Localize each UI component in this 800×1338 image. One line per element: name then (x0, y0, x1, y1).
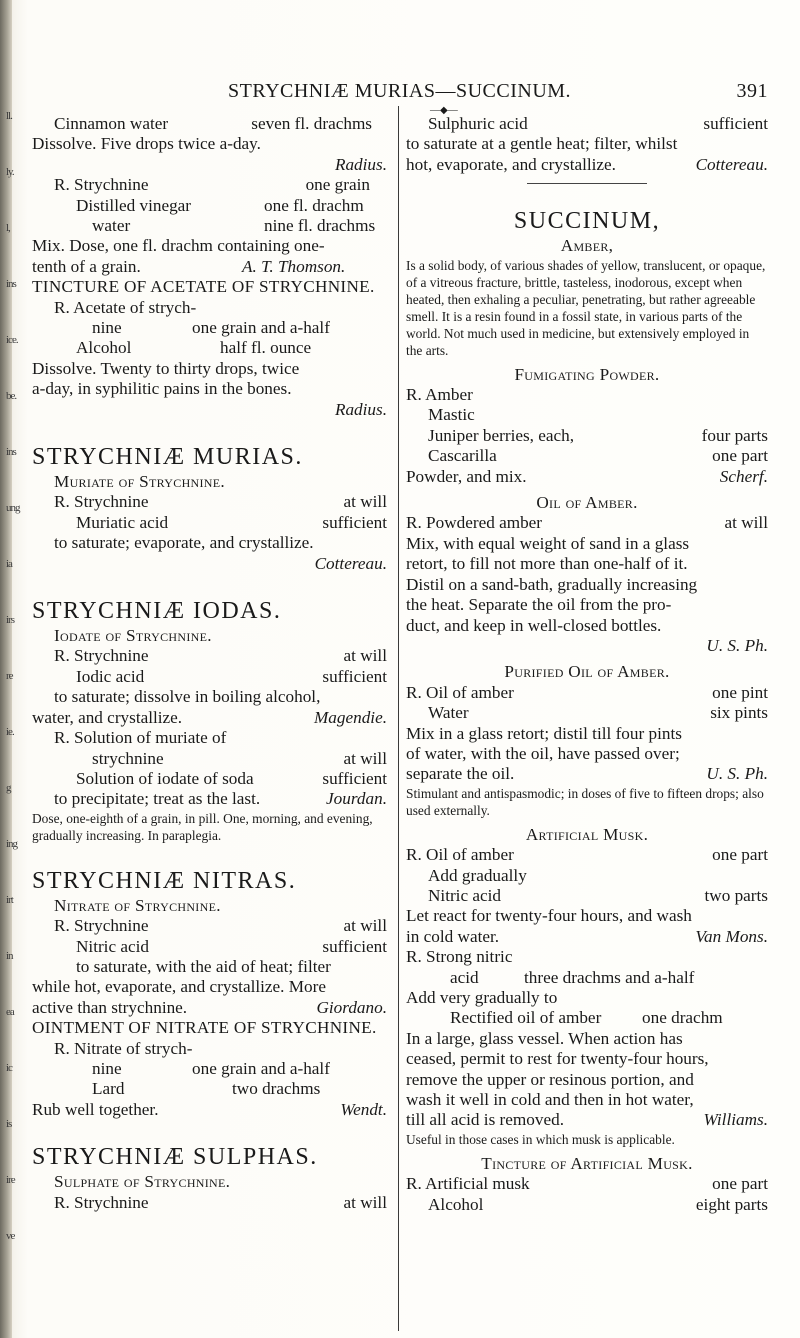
text-line (406, 554, 768, 574)
line-right: sufficient (322, 768, 387, 788)
text-line (32, 789, 387, 809)
text-line (406, 575, 768, 595)
text-line (32, 175, 387, 195)
line-text: Mix, with equal weight of sand in a glass (406, 533, 690, 553)
section-subheading: Amber, (560, 236, 614, 256)
line-text: a-day, in syphilitic pains in the bones. (32, 379, 292, 399)
text-line (32, 769, 387, 789)
line-text: in cold water. (406, 926, 500, 946)
line-right: Jourdan. (326, 789, 387, 809)
line-right: eight parts (695, 1194, 768, 1214)
line-quantity: one grain and a-half (192, 1058, 330, 1078)
line-text: of water, with the oil, have passed over; (406, 743, 680, 763)
text-line (32, 1079, 387, 1099)
line-right: at will (343, 646, 387, 666)
line-text: Mix. Dose, one fl. drachm containing one- (32, 236, 325, 256)
section-subheading: Iodate of Strychnine. (54, 626, 212, 646)
text-line (406, 968, 768, 988)
text-line (406, 446, 768, 466)
line-text: Cinnamon water (54, 114, 169, 133)
text-line (406, 866, 768, 886)
line-text: wash it well in cold and then in hot water, (406, 1090, 694, 1110)
text-line (406, 595, 768, 615)
line-right: one pint (712, 682, 768, 702)
line-right: two parts (704, 885, 768, 905)
line-quantity: half fl. ounce (220, 338, 312, 358)
line-right: Wendt. (340, 1099, 387, 1119)
text-line (32, 937, 387, 957)
margin-fragment: ire (6, 1174, 15, 1186)
line-text: Add gradually (428, 865, 527, 885)
line-text: R. Powdered amber (406, 513, 543, 533)
text-line (32, 134, 387, 154)
line-text: Dissolve. Five drops twice a-day. (32, 134, 261, 154)
line-text: R. Strychnine (54, 1192, 149, 1212)
text-line (32, 667, 387, 687)
line-text: separate the oil. (406, 764, 515, 784)
right-column (406, 114, 768, 1215)
text-line (32, 338, 387, 358)
line-right: sufficient (322, 666, 387, 686)
line-text: Alcohol (76, 338, 132, 358)
line-text: R. Strychnine (54, 916, 149, 936)
line-text: In a large, glass vessel. When action has (406, 1028, 683, 1048)
line-right: sufficient (703, 114, 768, 133)
column-divider (398, 106, 399, 1331)
line-text: R. Strychnine (54, 492, 149, 512)
line-text: to saturate; evaporate, and crystallize. (54, 533, 314, 553)
cropped-margin-text (6, 100, 32, 1330)
line-text: Muriatic acid (76, 512, 169, 532)
line-right: Williams. (703, 1110, 768, 1130)
line-right: Radius. (334, 154, 387, 174)
line-quantity: A. T. Thomson. (242, 256, 346, 276)
line-right: Cottereau. (695, 154, 768, 174)
line-quantity: one drachm (642, 1008, 723, 1028)
text-line (32, 957, 387, 977)
text-line (406, 426, 768, 446)
margin-fragment: ie. (6, 726, 14, 738)
text-line (406, 1049, 768, 1069)
text-line (406, 703, 768, 723)
text-line (32, 1100, 387, 1120)
text-line (406, 1029, 768, 1049)
line-text: Solution of iodate of soda (76, 768, 254, 788)
running-header (228, 80, 768, 108)
text-line (32, 1193, 387, 1213)
margin-fragment: ins (6, 446, 16, 458)
text-line (406, 683, 768, 703)
margin-fragment: ing (6, 838, 18, 850)
margin-fragment: ins (6, 278, 16, 290)
text-line (32, 708, 387, 728)
line-quantity: three drachms and a-half (524, 967, 695, 987)
text-line (406, 513, 768, 533)
line-right: one grain (305, 175, 370, 195)
line-right: U. S. Ph. (706, 635, 768, 655)
section-subheading: Nitrate of Strychnine. (54, 895, 221, 915)
recipe-title: Artificial Musk. (525, 824, 649, 844)
line-text: R. Oil of amber (406, 845, 514, 865)
text-line (406, 616, 768, 636)
line-quantity: two drachms (232, 1079, 321, 1099)
line-text: Water (428, 703, 469, 723)
text-line (406, 927, 768, 947)
section-heading: STRYCHNIÆ NITRAS. (32, 867, 297, 894)
recipe-title: Tincture of Artificial Musk. (481, 1153, 693, 1173)
line-text: OINTMENT OF NITRATE OF STRYCHNINE. (32, 1018, 377, 1038)
line-text: to saturate at a gentle heat; filter, whilst (406, 134, 678, 154)
usage-note: Stimulant and antispasmodic; in doses of five to fifteen drops; also used externally. (406, 785, 764, 818)
margin-fragment: be. (6, 390, 17, 402)
text-line (406, 1090, 768, 1110)
line-text: R. Strychnine (54, 175, 149, 195)
header-title: STRYCHNIÆ MURIAS—SUCCINUM. (228, 80, 572, 102)
recipe-title: Oil of Amber. (536, 493, 638, 513)
line-text: Mix in a glass retort; distil till four pints (406, 723, 682, 743)
line-right: six pints (710, 703, 768, 723)
text-line (406, 906, 768, 926)
line-text: Distilled vinegar (76, 195, 192, 215)
line-text: strychnine (92, 748, 164, 768)
text-line (32, 533, 387, 553)
line-text: till all acid is removed. (406, 1110, 564, 1130)
text-line (406, 467, 768, 487)
text-line (406, 1110, 768, 1130)
line-text: R. Artificial musk (406, 1174, 530, 1194)
text-line (32, 318, 387, 338)
line-text: Rub well together. (32, 1099, 159, 1119)
text-line (406, 724, 768, 744)
text-line (406, 1174, 768, 1194)
line-quantity: one grain and a-half (192, 318, 330, 338)
line-text: acid (450, 967, 479, 987)
line-text: R. Solution of muriate of (54, 728, 227, 748)
line-text: water, and crystallize. (32, 707, 183, 727)
line-text: while hot, evaporate, and crystallize. More (32, 977, 326, 997)
section-rule (527, 183, 647, 184)
margin-fragment: ic (6, 1062, 12, 1074)
line-text: remove the upper or resinous portion, and (406, 1069, 694, 1089)
line-right: at will (343, 916, 387, 936)
line-text: ceased, permit to rest for twenty-four hours, (406, 1049, 709, 1069)
text-line (32, 513, 387, 533)
text-line (406, 385, 768, 405)
section-heading: STRYCHNIÆ IODAS. (32, 598, 282, 625)
line-text: R. Strychnine (54, 646, 149, 666)
line-right: one part (712, 845, 768, 865)
text-line (32, 298, 387, 318)
line-right: Scherf. (719, 466, 768, 486)
line-text: R. Acetate of strych- (54, 297, 197, 317)
text-line (32, 155, 387, 175)
dosage-note: Dose, one-eighth of a grain, in pill. One, morning, and evening, gradually increasing. In paraplegia. (32, 810, 373, 843)
text-line (32, 646, 387, 666)
text-line (32, 977, 387, 997)
line-text: Rectified oil of amber (450, 1008, 602, 1028)
line-text: retort, to fill not more than one-half of it. (406, 554, 688, 574)
line-text: Juniper berries, each, (428, 425, 575, 445)
line-right: one part (712, 446, 768, 466)
line-text: to precipitate; treat as the last. (54, 789, 261, 809)
margin-fragment: irs (6, 614, 14, 626)
margin-fragment: ung (6, 502, 20, 514)
text-line (406, 534, 768, 554)
line-text: tenth of a grain. (32, 256, 141, 276)
line-right: sufficient (322, 512, 387, 532)
section-heading: SUCCINUM, (513, 208, 661, 235)
text-line (32, 492, 387, 512)
text-line (32, 359, 387, 379)
section-subheading: Sulphate of Strychnine. (54, 1172, 231, 1192)
line-right: U. S. Ph. (706, 764, 768, 784)
line-text: water (92, 216, 131, 236)
text-line (32, 728, 387, 748)
line-text: Add very gradually to (406, 987, 558, 1007)
line-right: Giordano. (316, 997, 387, 1017)
section-subheading: Muriate of Strychnine. (54, 472, 225, 492)
text-line (406, 845, 768, 865)
margin-fragment: ea (6, 1006, 14, 1018)
line-right: sufficient (322, 936, 387, 956)
line-text: duct, and keep in well-closed bottles. (406, 615, 662, 635)
recipe-title: Fumigating Powder. (514, 364, 660, 384)
line-text: R. Amber (406, 385, 473, 405)
line-text: Alcohol (428, 1194, 484, 1214)
line-text: Distil on a sand-bath, gradually increasing (406, 574, 698, 594)
text-line (406, 886, 768, 906)
line-text: Lard (92, 1079, 125, 1099)
text-line (406, 114, 768, 134)
line-right: Cottereau. (314, 553, 387, 573)
text-line (32, 196, 387, 216)
description-paragraph: Is a solid body, of various shades of yellow, translucent, or opaque, of a vitreous fracture, brittle, tasteless, inodorous, except when heated, then exhaling a peculiar, penetrating, but rather agreeable smell. It is a resin found in a fossil state, in various parts of the world. Not much used in medicine, but extensively employed in the arts. (406, 257, 766, 358)
text-line (32, 1039, 387, 1059)
line-text: Mastic (428, 405, 475, 425)
text-line (32, 1018, 387, 1038)
text-line (32, 998, 387, 1018)
text-line (32, 379, 387, 399)
left-column (32, 114, 387, 1213)
line-text: Cascarilla (428, 446, 497, 466)
text-line (406, 1008, 768, 1028)
line-text: R. Strong nitric (406, 947, 513, 967)
line-text: Sulphuric acid (428, 114, 528, 133)
text-line (406, 744, 768, 764)
line-text: nine (92, 1058, 122, 1078)
margin-fragment: is (6, 1118, 12, 1130)
line-text: to saturate, with the aid of heat; filter (76, 956, 331, 976)
text-line (32, 114, 387, 134)
text-line (406, 947, 768, 967)
margin-fragment: ia (6, 558, 12, 570)
text-line (406, 405, 768, 425)
page-number: 391 (736, 80, 768, 102)
line-text: R. Oil of amber (406, 682, 514, 702)
section-heading: STRYCHNIÆ MURIAS. (32, 444, 303, 471)
line-right: seven fl. drachms (251, 114, 372, 133)
margin-fragment: g (6, 782, 11, 794)
text-line (32, 916, 387, 936)
line-text: Powder, and mix. (406, 466, 527, 486)
margin-fragment: ve (6, 1230, 15, 1242)
text-line (32, 236, 387, 256)
text-line (406, 134, 768, 154)
text-line (32, 257, 387, 277)
line-text: to saturate; dissolve in boiling alcohol, (54, 687, 321, 707)
line-text: Let react for twenty-four hours, and wash (406, 906, 692, 926)
text-line (32, 216, 387, 236)
line-text: the heat. Separate the oil from the pro- (406, 595, 672, 615)
line-text: nine (92, 318, 122, 338)
margin-fragment: ly. (6, 166, 14, 178)
text-line (32, 1059, 387, 1079)
line-text: TINCTURE OF ACETATE OF STRYCHNINE. (32, 277, 375, 297)
text-line (406, 988, 768, 1008)
line-text: Nitric acid (428, 885, 502, 905)
line-right: at will (343, 492, 387, 512)
margin-fragment: ll. (6, 110, 12, 122)
line-text: R. Nitrate of strych- (54, 1038, 193, 1058)
line-text: hot, evaporate, and crystallize. (406, 154, 616, 174)
usage-note: Useful in those cases in which musk is applicable. (406, 1131, 675, 1147)
section-heading: STRYCHNIÆ SULPHAS. (32, 1144, 318, 1171)
text-line (32, 277, 387, 297)
line-text: Dissolve. Twenty to thirty drops, twice (32, 358, 300, 378)
line-text: Iodic acid (76, 666, 145, 686)
text-line (32, 749, 387, 769)
margin-fragment: in (6, 950, 13, 962)
recipe-title: Purified Oil of Amber. (504, 662, 670, 682)
line-right: Van Mons. (695, 926, 768, 946)
text-line (406, 1070, 768, 1090)
text-line (406, 1195, 768, 1215)
line-right: at will (343, 748, 387, 768)
text-line (32, 400, 387, 420)
line-quantity: one fl. drachm (264, 195, 364, 215)
line-text: active than strychnine. (32, 997, 188, 1017)
line-right: Magendie. (313, 707, 387, 727)
text-line (406, 764, 768, 784)
margin-fragment: ice. (6, 334, 18, 346)
margin-fragment: l, (6, 222, 10, 234)
line-right: Radius. (334, 399, 387, 419)
line-text: Nitric acid (76, 936, 150, 956)
line-right: four parts (701, 425, 768, 445)
header-ornament: —◆— (430, 105, 458, 116)
margin-fragment: re (6, 670, 13, 682)
line-quantity: nine fl. drachms (264, 216, 376, 236)
text-line (32, 554, 387, 574)
text-line (406, 155, 768, 175)
margin-fragment: irt (6, 894, 13, 906)
line-right: one part (712, 1174, 768, 1194)
line-right: at will (724, 513, 768, 533)
text-line (32, 687, 387, 707)
line-right: at will (343, 1192, 387, 1212)
text-line (406, 636, 768, 656)
